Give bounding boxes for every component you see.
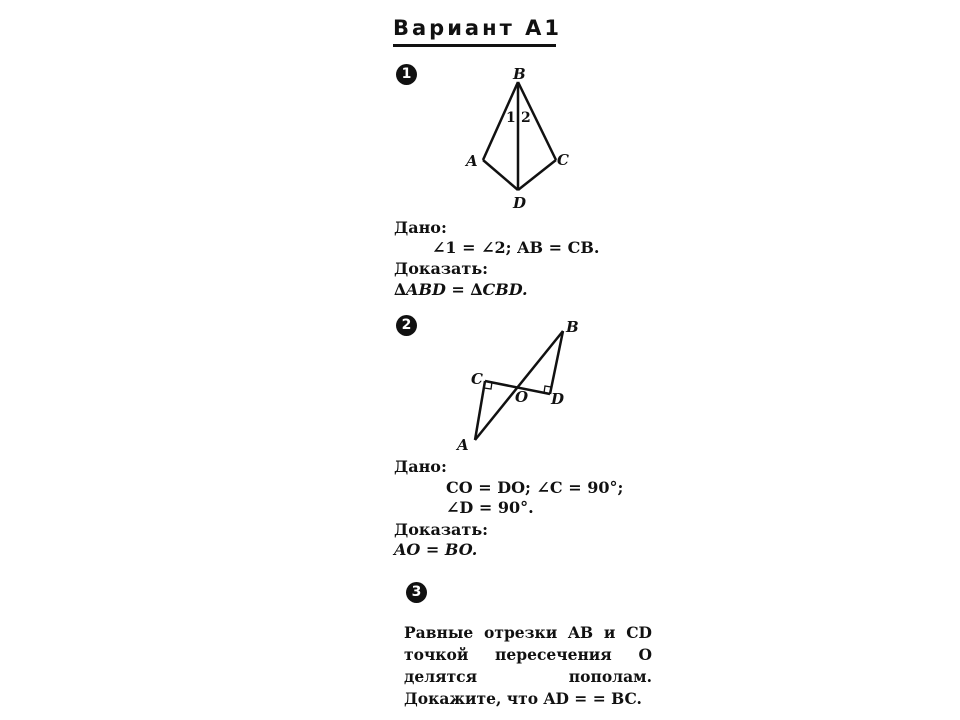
problem-1-given-line-1: ∠1 = ∠2; AB = CB.: [432, 238, 600, 257]
variant-title: Вариант А1: [393, 16, 562, 40]
label-B: B: [513, 65, 526, 83]
problem-2-given-line-1: CO = DO; ∠C = 90°;: [446, 478, 624, 497]
angle-2-label: 2: [521, 110, 531, 126]
problem-3-text: Равные отрезки AB и CD точкой пересечения O делятся пополам. Докажите, что AD = = BC.: [404, 623, 652, 708]
label-C: C: [557, 151, 569, 169]
segment-AD: [483, 160, 518, 190]
problem-1-given-label: Дано:: [394, 218, 447, 237]
problem-1-prove-label: Доказать:: [394, 259, 489, 278]
label-D: D: [551, 390, 565, 408]
problem-1-prove-text: ∆ABD = ∆CBD.: [394, 280, 528, 299]
problem-2-given-label: Дано:: [394, 457, 447, 476]
problem-2-number: 2: [396, 315, 417, 336]
angle-1-label: 1: [506, 110, 516, 126]
problem-2-given-line-2: ∠D = 90°.: [446, 498, 534, 517]
problem-1-figure: [460, 62, 580, 212]
label-A: A: [457, 436, 469, 454]
label-C: C: [471, 370, 483, 388]
label-O: O: [515, 388, 529, 406]
segment-CD: [518, 160, 556, 190]
problem-1-number: 1: [396, 64, 417, 85]
title-underline: [393, 44, 556, 47]
problem-2-prove-text: AO = BO.: [394, 540, 478, 559]
problem-2-figure: [450, 315, 590, 455]
label-A: A: [466, 152, 478, 170]
segment-AB: [475, 331, 563, 440]
problem-2-prove-label: Доказать:: [394, 520, 489, 539]
label-B: B: [566, 318, 579, 336]
label-D: D: [513, 194, 527, 212]
problem-3-number: 3: [406, 582, 427, 603]
